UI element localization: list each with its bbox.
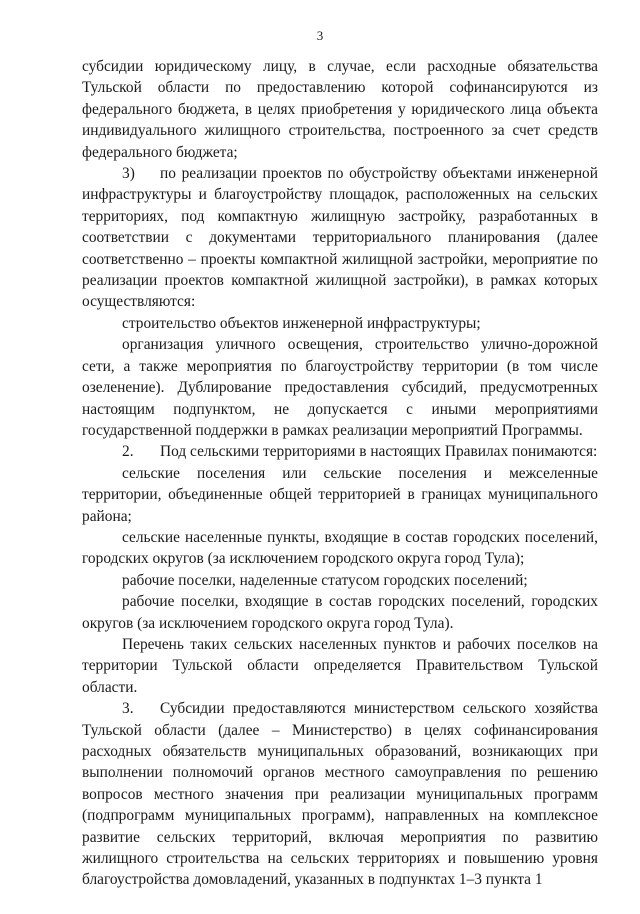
paragraph: рабочие поселки, наделенные статусом городских поселений;: [122, 571, 528, 589]
paragraph: Перечень таких сельских населенных пунктов и рабочих поселков на территории Тульской области определяется Правительством Тульской области.: [82, 635, 598, 696]
paragraph-numbered: [82, 441, 598, 462]
paragraph-numbered: [82, 163, 598, 313]
paragraph: сельские населенные пункты, входящие в состав городских поселений, городских округов (за исключением городского округа город Тула);: [82, 528, 598, 568]
paragraph-numbered: [82, 698, 598, 891]
paragraph: организация уличного освещения, строительство улично-дорожной сети, а также мероприятия по благоустройству территории (в том числе озеленение). Дублирование предоставления субсидий, предусмотренных настоящим подпунктом, не допускается с иными мероприятиями государственной поддержки в рамках реализации мероприятий Программы.: [82, 336, 598, 439]
paragraph: рабочие поселки, входящие в состав городских поселений, городских округов (за исключением городского округа город Тула).: [82, 593, 598, 632]
item-number: 2.: [122, 443, 134, 461]
document-body: [82, 56, 598, 891]
page-number: 3: [316, 28, 324, 43]
paragraph-text: Субсидии предоставляются министерством сельского хозяйства Тульской области (далее – Министерство) в целях софинансирования расходных обязательств муниципальных образований, возникающих при выполнении полномочий органов местного самоуправления по решению вопросов местного значения при реализации муниципальных программ (подпрограмм муниципальных программ), направленных на комплексное развитие сельских территорий, включая мероприятия по развитию жилищного строительства на сельских территориях и повышению уровня благоустройства домовладений, указанных в подпунктах 1–3 пункта 1: [82, 700, 598, 889]
paragraph: сельские поселения или сельские поселения и межселенные территории, объединенные общей территорией в границах муниципального района;: [82, 464, 598, 525]
paragraph-text: Под сельскими территориями в настоящих Правилах понимаются:: [160, 443, 598, 461]
item-number: 3.: [122, 700, 134, 718]
paragraph: субсидии юридическому лицу, в случае, если расходные обязательства Тульской области по предоставлению которой софинансируются из федерального бюджета, в целях приобретения у юридического лица объекта индивидуального жилищного строительства, построенного за счет средств федерального бюджета;: [82, 58, 598, 161]
paragraph: строительство объектов инженерной инфраструктуры;: [122, 314, 481, 332]
paragraph-text: по реализации проектов по обустройству объектами инженерной инфраструктуры и благоустройству площадок, расположенных на сельских территориях, под компактную жилищную застройку, разработанных в соответствии с документами территориального планирования (далее соответственно – проекты компактной жилищной застройки, мероприятие по реализации проектов компактной жилищной застройки), в рамках которых осуществляются:: [82, 165, 598, 311]
item-number: 3): [122, 165, 135, 183]
